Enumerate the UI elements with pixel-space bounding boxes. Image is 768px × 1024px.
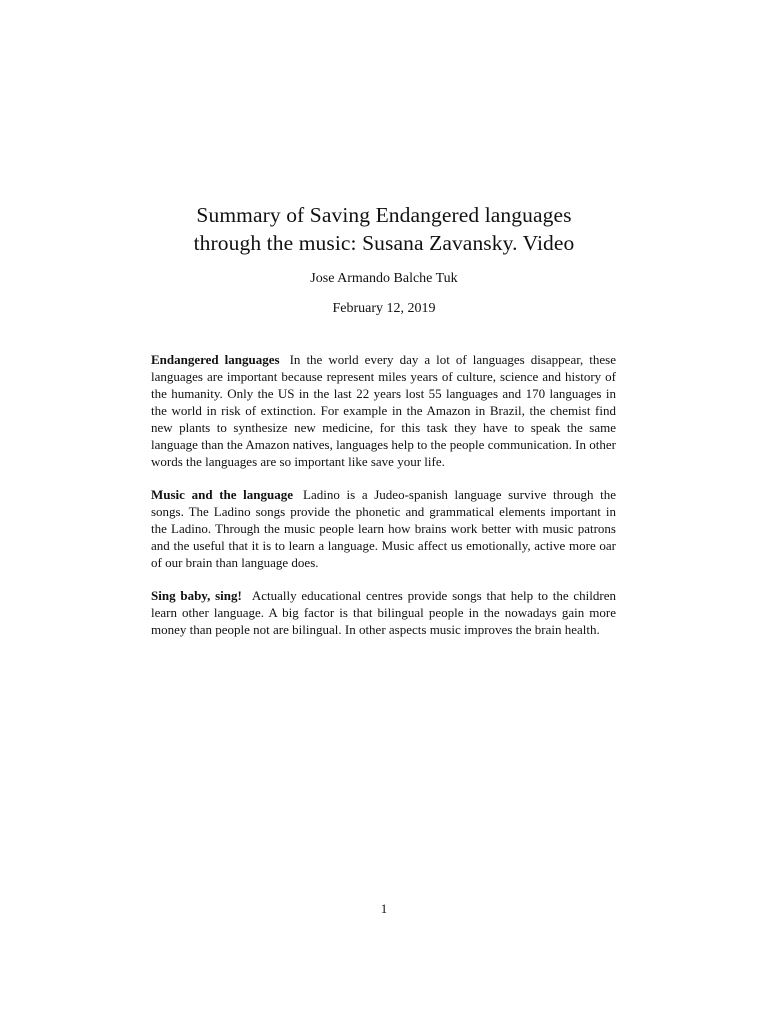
section-endangered-languages — [151, 351, 616, 470]
page-number: 1 — [380, 901, 388, 916]
section-text: Actually educational centres provide songs that help to the children learn other language. A big factor is that bilingual people in the nowadays gain more money than people not are bilingual. In other aspects music improves the brain health. — [151, 588, 616, 637]
author-name: Jose Armando Balche Tuk — [310, 271, 458, 286]
section-music-and-the-language — [151, 486, 616, 571]
document-body — [151, 351, 616, 654]
section-heading: Endangered languages — [151, 352, 280, 367]
document-date: February 12, 2019 — [332, 301, 436, 316]
document-title — [120, 201, 648, 257]
section-text: In the world every day a lot of languages disappear, these languages are important because represent miles years of culture, science and history of the humanity. Only the US in the last 22 years lost 55 languages and 170 languages in the world in risk of extinction. For example in the Amazon in Brazil, the chemist find new plants to synthesize new medicine, for this task they have to speak the same language than the Amazon natives, languages help to the people communication. In other words the languages are so important like save your life. — [151, 352, 616, 469]
title-line-2: through the music: Susana Zavansky. Video — [193, 231, 575, 255]
section-text: Ladino is a Judeo-spanish language survive through the songs. The Ladino songs provide the phonetic and grammatical elements important in the Ladino. Through the music people learn how brains work better with music patrons and the useful that it is to learn a language. Music affect us emotionally, active more oar of our brain than language does. — [151, 487, 617, 570]
title-line-1: Summary of Saving Endangered languages — [196, 203, 572, 227]
section-heading: Music and the language — [151, 487, 294, 502]
section-heading: Sing baby, sing! — [151, 588, 242, 603]
section-sing-baby-sing — [151, 587, 616, 638]
